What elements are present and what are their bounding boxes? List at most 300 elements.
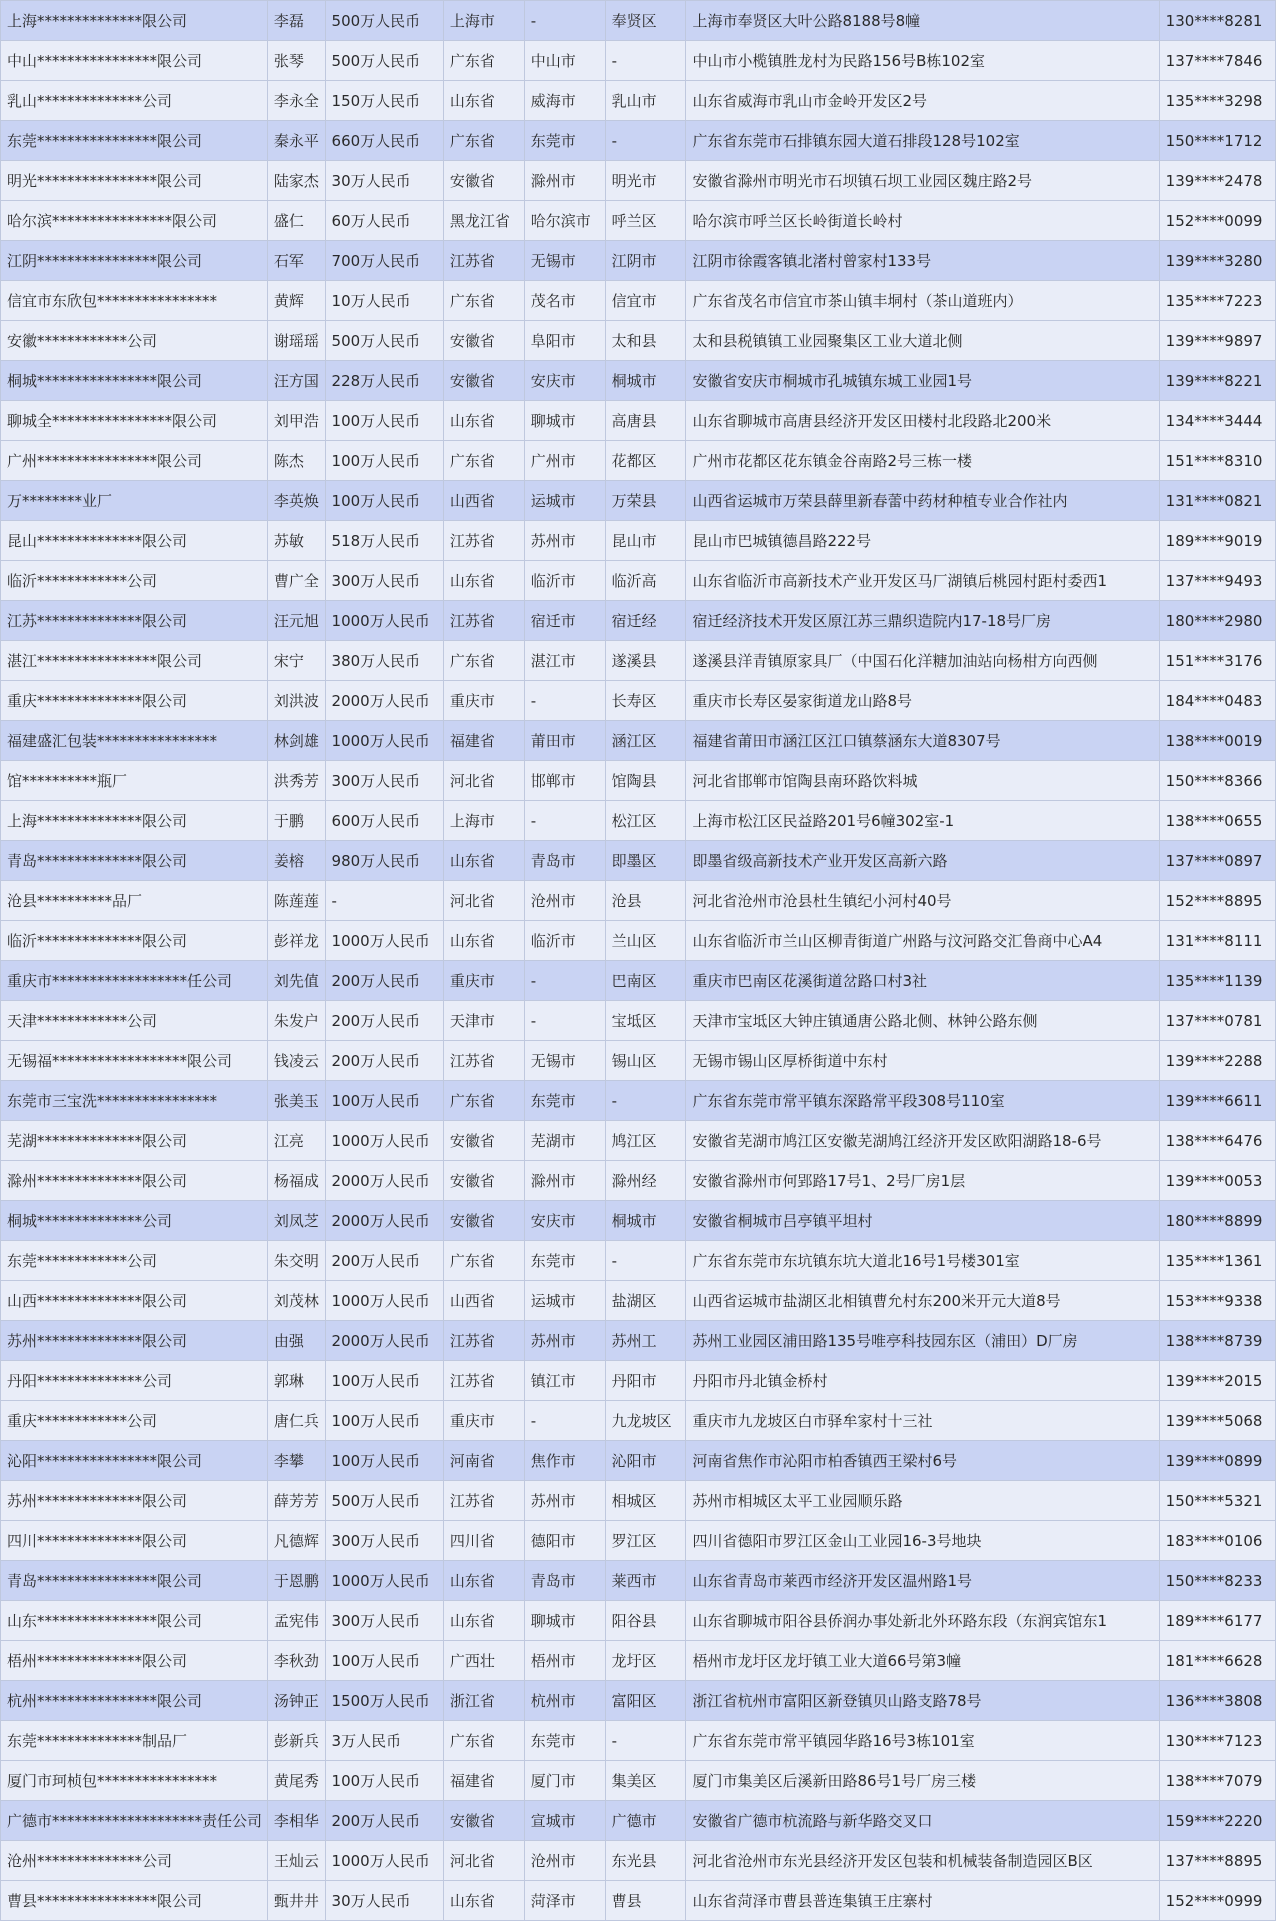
cell-person: 盛仁 [267,201,325,241]
cell-address: 河北省沧州市沧县杜生镇纪小河村40号 [686,881,1159,921]
cell-district: - [605,121,686,161]
cell-prov: 天津市 [443,1001,524,1041]
cell-company: 青岛**************限公司 [1,841,268,881]
cell-address: 上海市松江区民益路201号6幢302室-1 [686,801,1159,841]
cell-prov: 广东省 [443,1721,524,1761]
cell-capital: 980万人民币 [325,841,443,881]
table-row [1,241,1276,281]
cell-district: 松江区 [605,801,686,841]
cell-prov: 广东省 [443,121,524,161]
cell-phone: 138****0019 [1159,721,1275,761]
cell-city: 临沂市 [524,561,605,601]
table-row [1,1681,1276,1721]
cell-city: 滁州市 [524,1161,605,1201]
table-row [1,1,1276,41]
cell-capital: 1000万人民币 [325,601,443,641]
cell-person: 谢瑶瑶 [267,321,325,361]
cell-city: 苏州市 [524,1321,605,1361]
cell-phone: 139****0899 [1159,1441,1275,1481]
cell-district: 鸠江区 [605,1121,686,1161]
table-row [1,1201,1276,1241]
table-row [1,1481,1276,1521]
cell-phone: 150****1712 [1159,121,1275,161]
cell-company: 山西**************限公司 [1,1281,268,1321]
table-row [1,1361,1276,1401]
cell-district: 高唐县 [605,401,686,441]
cell-capital: 2000万人民币 [325,1161,443,1201]
cell-city: 运城市 [524,1281,605,1321]
cell-district: - [605,41,686,81]
cell-prov: 安徽省 [443,361,524,401]
cell-phone: 153****9338 [1159,1281,1275,1321]
cell-person: 凡德辉 [267,1521,325,1561]
cell-city: 阜阳市 [524,321,605,361]
cell-company: 沧县**********品厂 [1,881,268,921]
cell-district: 苏州工 [605,1321,686,1361]
cell-prov: 广东省 [443,281,524,321]
cell-person: 汤钟正 [267,1681,325,1721]
cell-prov: 广东省 [443,1241,524,1281]
cell-prov: 山东省 [443,1881,524,1921]
cell-person: 郭琳 [267,1361,325,1401]
cell-prov: 山东省 [443,401,524,441]
table-row [1,881,1276,921]
cell-prov: 广东省 [443,1081,524,1121]
cell-person: 王灿云 [267,1841,325,1881]
cell-person: 汪方国 [267,361,325,401]
cell-person: 李攀 [267,1441,325,1481]
table-row [1,1521,1276,1561]
cell-person: 李永全 [267,81,325,121]
cell-address: 安徽省广德市杭流路与新华路交叉口 [686,1801,1159,1841]
cell-city: 哈尔滨市 [524,201,605,241]
cell-phone: 137****0897 [1159,841,1275,881]
cell-phone: 138****8739 [1159,1321,1275,1361]
cell-prov: 江苏省 [443,1481,524,1521]
cell-phone: 135****1361 [1159,1241,1275,1281]
cell-person: 宋宁 [267,641,325,681]
cell-person: 刘洪波 [267,681,325,721]
cell-prov: 安徽省 [443,1121,524,1161]
cell-address: 山西省运城市盐湖区北相镇曹允村东200米开元大道8号 [686,1281,1159,1321]
cell-phone: 137****7846 [1159,41,1275,81]
cell-city: 青岛市 [524,841,605,881]
cell-city: 无锡市 [524,1041,605,1081]
table-row [1,281,1276,321]
cell-person: 苏敏 [267,521,325,561]
cell-phone: 183****0106 [1159,1521,1275,1561]
cell-district: 锡山区 [605,1041,686,1081]
cell-company: 福建盛汇包装**************** [1,721,268,761]
cell-phone: 139****3280 [1159,241,1275,281]
cell-capital: 30万人民币 [325,1881,443,1921]
cell-company: 中山****************限公司 [1,41,268,81]
cell-capital: 100万人民币 [325,1401,443,1441]
cell-capital: 600万人民币 [325,801,443,841]
cell-capital: 200万人民币 [325,961,443,1001]
cell-phone: 138****7079 [1159,1761,1275,1801]
cell-address: 中山市小榄镇胜龙村为民路156号B栋102室 [686,41,1159,81]
cell-city: 芜湖市 [524,1121,605,1161]
cell-company: 江苏**************限公司 [1,601,268,641]
cell-company: 芜湖**************限公司 [1,1121,268,1161]
cell-phone: 130****8281 [1159,1,1275,41]
cell-address: 山东省青岛市莱西市经济开发区温州路1号 [686,1561,1159,1601]
cell-district: 遂溪县 [605,641,686,681]
cell-district: 奉贤区 [605,1,686,41]
cell-district: 巴南区 [605,961,686,1001]
table-row [1,1401,1276,1441]
cell-person: 孟宪伟 [267,1601,325,1641]
table-row [1,1761,1276,1801]
cell-capital: 100万人民币 [325,1761,443,1801]
cell-phone: 137****0781 [1159,1001,1275,1041]
cell-company: 东莞****************限公司 [1,121,268,161]
cell-prov: 山西省 [443,1281,524,1321]
cell-capital: 10万人民币 [325,281,443,321]
cell-prov: 江苏省 [443,601,524,641]
cell-prov: 重庆市 [443,681,524,721]
cell-capital: 200万人民币 [325,1001,443,1041]
table-row [1,81,1276,121]
cell-city: - [524,1,605,41]
cell-city: 邯郸市 [524,761,605,801]
cell-district: 丹阳市 [605,1361,686,1401]
cell-address: 重庆市九龙坡区白市驿牟家村十三社 [686,1401,1159,1441]
cell-address: 昆山市巴城镇德昌路222号 [686,521,1159,561]
table-row [1,1001,1276,1041]
cell-company: 苏州**************限公司 [1,1321,268,1361]
cell-address: 广东省茂名市信宜市茶山镇丰垌村（茶山道班内） [686,281,1159,321]
cell-phone: 139****2015 [1159,1361,1275,1401]
cell-prov: 江苏省 [443,521,524,561]
cell-prov: 河北省 [443,1841,524,1881]
table-row [1,201,1276,241]
cell-district: 宿迁经 [605,601,686,641]
table-row [1,1081,1276,1121]
cell-city: 沧州市 [524,1841,605,1881]
cell-person: 李秋劲 [267,1641,325,1681]
cell-address: 上海市奉贤区大叶公路8188号8幢 [686,1,1159,41]
cell-company: 苏州**************限公司 [1,1481,268,1521]
cell-prov: 上海市 [443,801,524,841]
cell-city: 东莞市 [524,121,605,161]
cell-city: 梧州市 [524,1641,605,1681]
cell-prov: 广东省 [443,441,524,481]
cell-person: 李英焕 [267,481,325,521]
cell-capital: 100万人民币 [325,481,443,521]
cell-prov: 安徽省 [443,161,524,201]
table-row [1,161,1276,201]
cell-address: 广东省东莞市石排镇东园大道石排段128号102室 [686,121,1159,161]
cell-capital: 200万人民币 [325,1041,443,1081]
cell-prov: 福建省 [443,1761,524,1801]
cell-phone: 151****3176 [1159,641,1275,681]
cell-person: 刘甲浩 [267,401,325,441]
cell-city: 茂名市 [524,281,605,321]
cell-person: 薛芳芳 [267,1481,325,1521]
cell-phone: 131****0821 [1159,481,1275,521]
cell-address: 山东省聊城市阳谷县侨润办事处新北外环路东段（东润宾馆东1 [686,1601,1159,1641]
cell-capital: 100万人民币 [325,1441,443,1481]
cell-company: 馆**********瓶厂 [1,761,268,801]
cell-person: 黄尾秀 [267,1761,325,1801]
cell-address: 哈尔滨市呼兰区长岭街道长岭村 [686,201,1159,241]
cell-address: 山东省临沂市兰山区柳青街道广州路与汶河路交汇鲁商中心A4 [686,921,1159,961]
table-row [1,801,1276,841]
cell-address: 安徽省滁州市明光市石坝镇石坝工业园区魏庄路2号 [686,161,1159,201]
cell-city: 德阳市 [524,1521,605,1561]
table-row [1,1881,1276,1921]
cell-district: 阳谷县 [605,1601,686,1641]
cell-city: 滁州市 [524,161,605,201]
cell-phone: 135****7223 [1159,281,1275,321]
cell-city: 菏泽市 [524,1881,605,1921]
cell-company: 哈尔滨****************限公司 [1,201,268,241]
cell-address: 太和县税镇镇工业园聚集区工业大道北侧 [686,321,1159,361]
cell-company: 曹县****************限公司 [1,1881,268,1921]
cell-person: 彭新兵 [267,1721,325,1761]
cell-company: 丹阳**************公司 [1,1361,268,1401]
company-table-body [1,1,1276,1921]
cell-district: 盐湖区 [605,1281,686,1321]
table-row [1,1241,1276,1281]
cell-capital: 1000万人民币 [325,1281,443,1321]
cell-district: 宝坻区 [605,1001,686,1041]
cell-person: 陈莲莲 [267,881,325,921]
cell-company: 广州****************限公司 [1,441,268,481]
cell-address: 丹阳市丹北镇金桥村 [686,1361,1159,1401]
cell-prov: 安徽省 [443,1161,524,1201]
cell-address: 山东省菏泽市曹县普连集镇王庄寨村 [686,1881,1159,1921]
cell-district: 东光县 [605,1841,686,1881]
table-row [1,1601,1276,1641]
cell-phone: 139****0053 [1159,1161,1275,1201]
cell-district: 莱西市 [605,1561,686,1601]
cell-company: 梧州**************限公司 [1,1641,268,1681]
cell-capital: 2000万人民币 [325,1321,443,1361]
table-row [1,961,1276,1001]
cell-city: - [524,681,605,721]
cell-district: 沧县 [605,881,686,921]
table-row [1,1561,1276,1601]
cell-capital: 100万人民币 [325,401,443,441]
cell-prov: 福建省 [443,721,524,761]
cell-district: 曹县 [605,1881,686,1921]
cell-capital: 700万人民币 [325,241,443,281]
cell-address: 安徽省滁州市何郢路17号1、2号厂房1层 [686,1161,1159,1201]
cell-address: 浙江省杭州市富阳区新登镇贝山路支路78号 [686,1681,1159,1721]
cell-person: 黄辉 [267,281,325,321]
cell-city: 东莞市 [524,1081,605,1121]
cell-address: 苏州市相城区太平工业园顺乐路 [686,1481,1159,1521]
table-row [1,921,1276,961]
cell-phone: 150****8366 [1159,761,1275,801]
cell-capital: 380万人民币 [325,641,443,681]
cell-city: 运城市 [524,481,605,521]
cell-city: - [524,1401,605,1441]
cell-phone: 150****5321 [1159,1481,1275,1521]
cell-person: 姜榕 [267,841,325,881]
cell-prov: 重庆市 [443,961,524,1001]
cell-phone: 181****6628 [1159,1641,1275,1681]
cell-prov: 安徽省 [443,321,524,361]
cell-city: 临沂市 [524,921,605,961]
cell-person: 由强 [267,1321,325,1361]
cell-person: 唐仁兵 [267,1401,325,1441]
cell-district: 花都区 [605,441,686,481]
cell-company: 东莞**************制品厂 [1,1721,268,1761]
cell-address: 遂溪县洋青镇原家具厂（中国石化洋糖加油站向杨柑方向西侧 [686,641,1159,681]
cell-address: 厦门市集美区后溪新田路86号1号厂房三楼 [686,1761,1159,1801]
cell-city: 苏州市 [524,521,605,561]
cell-capital: 1000万人民币 [325,721,443,761]
cell-company: 桐城**************公司 [1,1201,268,1241]
cell-capital: 1500万人民币 [325,1681,443,1721]
cell-person: 刘先值 [267,961,325,1001]
cell-city: 镇江市 [524,1361,605,1401]
table-row [1,521,1276,561]
cell-person: 彭祥龙 [267,921,325,961]
cell-person: 洪秀芳 [267,761,325,801]
cell-district: 万荣县 [605,481,686,521]
table-row [1,1641,1276,1681]
cell-capital: 228万人民币 [325,361,443,401]
cell-company: 聊城全****************限公司 [1,401,268,441]
cell-address: 苏州工业园区浦田路135号唯亭科技园东区（浦田）D厂房 [686,1321,1159,1361]
cell-phone: 139****5068 [1159,1401,1275,1441]
cell-address: 安徽省安庆市桐城市孔城镇东城工业园1号 [686,361,1159,401]
cell-prov: 河北省 [443,761,524,801]
table-row [1,561,1276,601]
cell-company: 沧州**************公司 [1,1841,268,1881]
cell-city: - [524,961,605,1001]
cell-company: 信宜市东欣包**************** [1,281,268,321]
cell-prov: 上海市 [443,1,524,41]
cell-capital: 500万人民币 [325,41,443,81]
cell-district: 明光市 [605,161,686,201]
cell-person: 石军 [267,241,325,281]
cell-district: 涵江区 [605,721,686,761]
cell-phone: 134****3444 [1159,401,1275,441]
table-row [1,841,1276,881]
cell-district: 富阳区 [605,1681,686,1721]
cell-person: 刘茂林 [267,1281,325,1321]
cell-address: 梧州市龙圩区龙圩镇工业大道66号第3幢 [686,1641,1159,1681]
cell-district: 乳山市 [605,81,686,121]
cell-phone: 180****8899 [1159,1201,1275,1241]
cell-capital: 518万人民币 [325,521,443,561]
cell-address: 重庆市长寿区晏家街道龙山路8号 [686,681,1159,721]
cell-city: 焦作市 [524,1441,605,1481]
cell-city: 沧州市 [524,881,605,921]
cell-address: 山西省运城市万荣县薛里新春蕾中药材种植专业合作社内 [686,481,1159,521]
table-row [1,1041,1276,1081]
cell-capital: 100万人民币 [325,1641,443,1681]
cell-phone: 137****8895 [1159,1841,1275,1881]
cell-address: 四川省德阳市罗江区金山工业园16-3号地块 [686,1521,1159,1561]
cell-prov: 江苏省 [443,1361,524,1401]
cell-district: - [605,1721,686,1761]
cell-capital: 30万人民币 [325,161,443,201]
cell-capital: 3万人民币 [325,1721,443,1761]
cell-prov: 重庆市 [443,1401,524,1441]
cell-phone: 139****2478 [1159,161,1275,201]
cell-capital: 1000万人民币 [325,1121,443,1161]
cell-address: 即墨省级高新技术产业开发区高新六路 [686,841,1159,881]
cell-capital: 300万人民币 [325,1521,443,1561]
cell-district: 信宜市 [605,281,686,321]
cell-city: 聊城市 [524,1601,605,1641]
table-row [1,361,1276,401]
cell-city: 安庆市 [524,1201,605,1241]
cell-person: 李相华 [267,1801,325,1841]
cell-person: 杨福成 [267,1161,325,1201]
cell-person: 陆家杰 [267,161,325,201]
cell-company: 上海**************限公司 [1,801,268,841]
cell-phone: 138****0655 [1159,801,1275,841]
cell-person: 于恩鹏 [267,1561,325,1601]
cell-address: 福建省莆田市涵江区江口镇蔡涵东大道8307号 [686,721,1159,761]
cell-phone: 139****2288 [1159,1041,1275,1081]
cell-person: 汪元旭 [267,601,325,641]
cell-person: 秦永平 [267,121,325,161]
cell-capital: 300万人民币 [325,1601,443,1641]
cell-address: 山东省威海市乳山市金岭开发区2号 [686,81,1159,121]
cell-prov: 山东省 [443,1601,524,1641]
cell-capital: 2000万人民币 [325,1201,443,1241]
cell-person: 钱凌云 [267,1041,325,1081]
cell-capital: 1000万人民币 [325,1561,443,1601]
cell-company: 安徽************公司 [1,321,268,361]
table-row [1,761,1276,801]
cell-prov: 安徽省 [443,1801,524,1841]
cell-prov: 江苏省 [443,1041,524,1081]
cell-district: 桐城市 [605,361,686,401]
cell-company: 重庆市******************任公司 [1,961,268,1001]
cell-company: 四川**************限公司 [1,1521,268,1561]
cell-phone: 189****9019 [1159,521,1275,561]
table-row [1,1721,1276,1761]
cell-city: 莆田市 [524,721,605,761]
cell-city: 无锡市 [524,241,605,281]
cell-phone: 152****8895 [1159,881,1275,921]
cell-company: 厦门市珂桢包**************** [1,1761,268,1801]
cell-capital: 500万人民币 [325,1,443,41]
cell-company: 重庆**************限公司 [1,681,268,721]
cell-company: 东莞市三宝洗**************** [1,1081,268,1121]
cell-city: 威海市 [524,81,605,121]
cell-capital: 660万人民币 [325,121,443,161]
cell-company: 无锡福******************限公司 [1,1041,268,1081]
cell-city: 杭州市 [524,1681,605,1721]
cell-district: - [605,1081,686,1121]
cell-company: 沁阳****************限公司 [1,1441,268,1481]
cell-prov: 山东省 [443,921,524,961]
cell-district: 长寿区 [605,681,686,721]
cell-prov: 江苏省 [443,1321,524,1361]
cell-city: 宿迁市 [524,601,605,641]
cell-address: 江阴市徐霞客镇北渚村曾家村133号 [686,241,1159,281]
table-row [1,1161,1276,1201]
cell-city: 聊城市 [524,401,605,441]
table-row [1,1121,1276,1161]
table-row [1,721,1276,761]
cell-phone: 138****6476 [1159,1121,1275,1161]
cell-company: 重庆************公司 [1,1401,268,1441]
cell-address: 广东省东莞市东坑镇东坑大道北16号1号楼301室 [686,1241,1159,1281]
cell-capital: - [325,881,443,921]
